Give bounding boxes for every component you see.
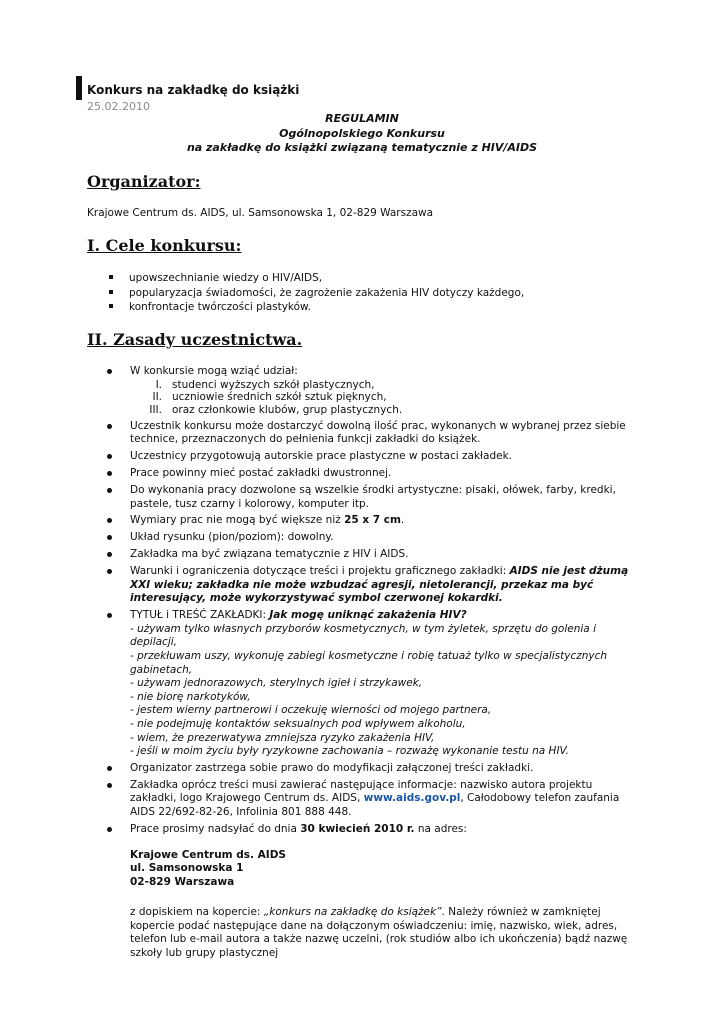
mailing-address bbox=[130, 849, 631, 890]
content-conditions: AIDS nie jest dżumą XXI wieku; zakładka nie może wzbudzać agresji, nietolerancji, przekaz ma być interesujący, może wykorzystywać symbol czerwonej kokardki. bbox=[130, 565, 629, 605]
regulamin-subtitle: Ogólnopolskiego Konkursu bbox=[279, 127, 445, 140]
bookmark-content-line: - nie podejmuję kontaktów seksualnych pod wpływem alkoholu, bbox=[130, 717, 466, 730]
rule-item bbox=[106, 565, 631, 606]
rule-item bbox=[106, 514, 631, 528]
roman-numeral: I. bbox=[155, 378, 162, 391]
rules-list bbox=[106, 365, 631, 964]
bookmark-content-line: - przekłuwam uszy, wykonuję zabiegi kosmetyczne i robię tatuaż tylko w specjalistycznych gabinetach, bbox=[130, 649, 608, 676]
participant-list bbox=[130, 379, 631, 417]
rule-item bbox=[106, 823, 631, 960]
bookmark-title: Jak mogę uniknąć zakażenia HIV? bbox=[269, 609, 467, 622]
rule-item: Prace powinny mieć postać zakładki dwustronnej. bbox=[106, 467, 631, 481]
rule-text: Prace prosimy nadsyłać do dnia bbox=[130, 822, 301, 835]
rule-text: Zakładka oprócz treści musi zawierać następujące informacje: nazwisko autora projektu zakładki, logo Krajowego Centrum ds. AIDS, bbox=[130, 778, 593, 805]
goals-heading: I. Cele konkursu: bbox=[87, 236, 242, 255]
bookmark-content-line: - nie biorę narkotyków, bbox=[130, 690, 251, 703]
goals-list bbox=[107, 271, 524, 315]
dimension-value: 25 x 7 cm bbox=[344, 514, 401, 527]
rule-text: . bbox=[400, 514, 405, 527]
organizer-address: Krajowe Centrum ds. AIDS, ul. Samsonowska 1, 02-829 Warszawa bbox=[87, 207, 434, 219]
website-link[interactable]: www.aids.gov.pl bbox=[363, 792, 461, 805]
regulamin-heading: REGULAMIN bbox=[325, 112, 399, 125]
bookmark-content-line: - używam tylko własnych przyborów kosmetycznych, w tym żyletek, sprzętu do golenia i depilacji, bbox=[130, 622, 596, 649]
goal-item: konfrontacje twórczości plastyków. bbox=[107, 300, 524, 315]
rule-text: na adres: bbox=[414, 822, 467, 835]
bookmark-content-line: - jestem wierny partnerowi i oczekuję wierności od mojego partnera, bbox=[130, 704, 492, 717]
bookmark-content-line: - wiem, że prezerwatywa zmniejsza ryzyko zakażenia HIV, bbox=[130, 731, 435, 744]
note-text: z dopiskiem na kopercie: bbox=[130, 906, 264, 919]
rule-text: Wymiary prac nie mogą być większe niż bbox=[130, 514, 345, 527]
bookmark-content-line: - używam jednorazowych, sterylnych igieł i strzykawek, bbox=[130, 677, 423, 690]
title-marker-bar bbox=[76, 76, 82, 100]
roman-numeral: III. bbox=[149, 403, 162, 416]
rule-text: TYTUŁ i TREŚĆ ZAKŁADKI: bbox=[130, 609, 270, 622]
regulamin-topic: na zakładkę do książki związaną tematycznie z HIV/AIDS bbox=[186, 141, 538, 154]
rule-text: Warunki i ograniczenia dotyczące treści i projektu graficznego zakładki: bbox=[130, 565, 510, 578]
rule-item bbox=[106, 365, 631, 416]
address-line: Krajowe Centrum ds. AIDS bbox=[130, 848, 286, 861]
post-date: 25.02.2010 bbox=[87, 100, 150, 113]
participant-item bbox=[130, 379, 631, 392]
rule-text: W konkursie mogą wziąć udział: bbox=[130, 365, 298, 377]
page-title: Konkurs na zakładkę do książki bbox=[87, 83, 300, 97]
rule-item: Zakładka ma być związana tematycznie z HIV i AIDS. bbox=[106, 548, 631, 562]
rule-item bbox=[106, 779, 631, 820]
note-text: . Należy również w zamkniętej kopercie podać następujące dane na dołączonym oświadczeniu: imię, nazwisko, wiek, adres, telefon lub e-mail autora a także nazwę uczelni, (rok studiów albo ich ukończenia) bądź nazwę szkoły lub grupy plastycznej bbox=[130, 906, 628, 959]
goal-item: upowszechnianie wiedzy o HIV/AIDS, bbox=[107, 271, 524, 286]
rule-item: Organizator zastrzega sobie prawo do modyfikacji załączonej treści zakładki. bbox=[106, 762, 631, 776]
participant-text: uczniowie średnich szkół sztuk pięknych, bbox=[172, 391, 387, 404]
participant-text: studenci wyższych szkół plastycznych, bbox=[172, 378, 375, 391]
rule-item: Uczestnik konkursu może dostarczyć dowolną ilość prac, wykonanych w wybranej przez siebie technice, przeznaczonych do pełnienia funkcji zakładki do książek. bbox=[106, 420, 631, 447]
rules-heading: II. Zasady uczestnictwa. bbox=[87, 330, 303, 349]
envelope-label: „konkurs na zakładkę do książek” bbox=[263, 906, 442, 919]
roman-numeral: II. bbox=[152, 391, 162, 404]
bookmark-content-line: - jeśli w moim życiu były ryzykowne zachowania – rozważę wykonanie testu na HIV. bbox=[130, 745, 569, 758]
rule-text: , Całodobowy telefon zaufania AIDS 22/692-82-26, Infolinia 801 888 448. bbox=[130, 792, 620, 819]
participant-text: oraz członkowie klubów, grup plastycznych. bbox=[172, 403, 403, 416]
rule-item: Układ rysunku (pion/poziom): dowolny. bbox=[106, 531, 631, 545]
envelope-note bbox=[130, 906, 631, 960]
participant-item bbox=[130, 391, 631, 404]
goal-item: popularyzacja świadomości, że zagrożenie zakażenia HIV dotyczy każdego, bbox=[107, 286, 524, 301]
address-line: ul. Samsonowska 1 bbox=[130, 862, 244, 875]
rule-item bbox=[106, 609, 631, 759]
organizer-heading: Organizator: bbox=[87, 172, 201, 191]
rule-item: Uczestnicy przygotowują autorskie prace plastyczne w postaci zakładek. bbox=[106, 450, 631, 464]
rule-item: Do wykonania pracy dozwolone są wszelkie środki artystyczne: pisaki, ołówek, farby, kredki, pastele, tusz czarny i kolorowy, komputer itp. bbox=[106, 484, 631, 511]
deadline-date: 30 kwiecień 2010 r. bbox=[300, 822, 415, 835]
address-line: 02-829 Warszawa bbox=[130, 875, 235, 888]
participant-item bbox=[130, 404, 631, 417]
